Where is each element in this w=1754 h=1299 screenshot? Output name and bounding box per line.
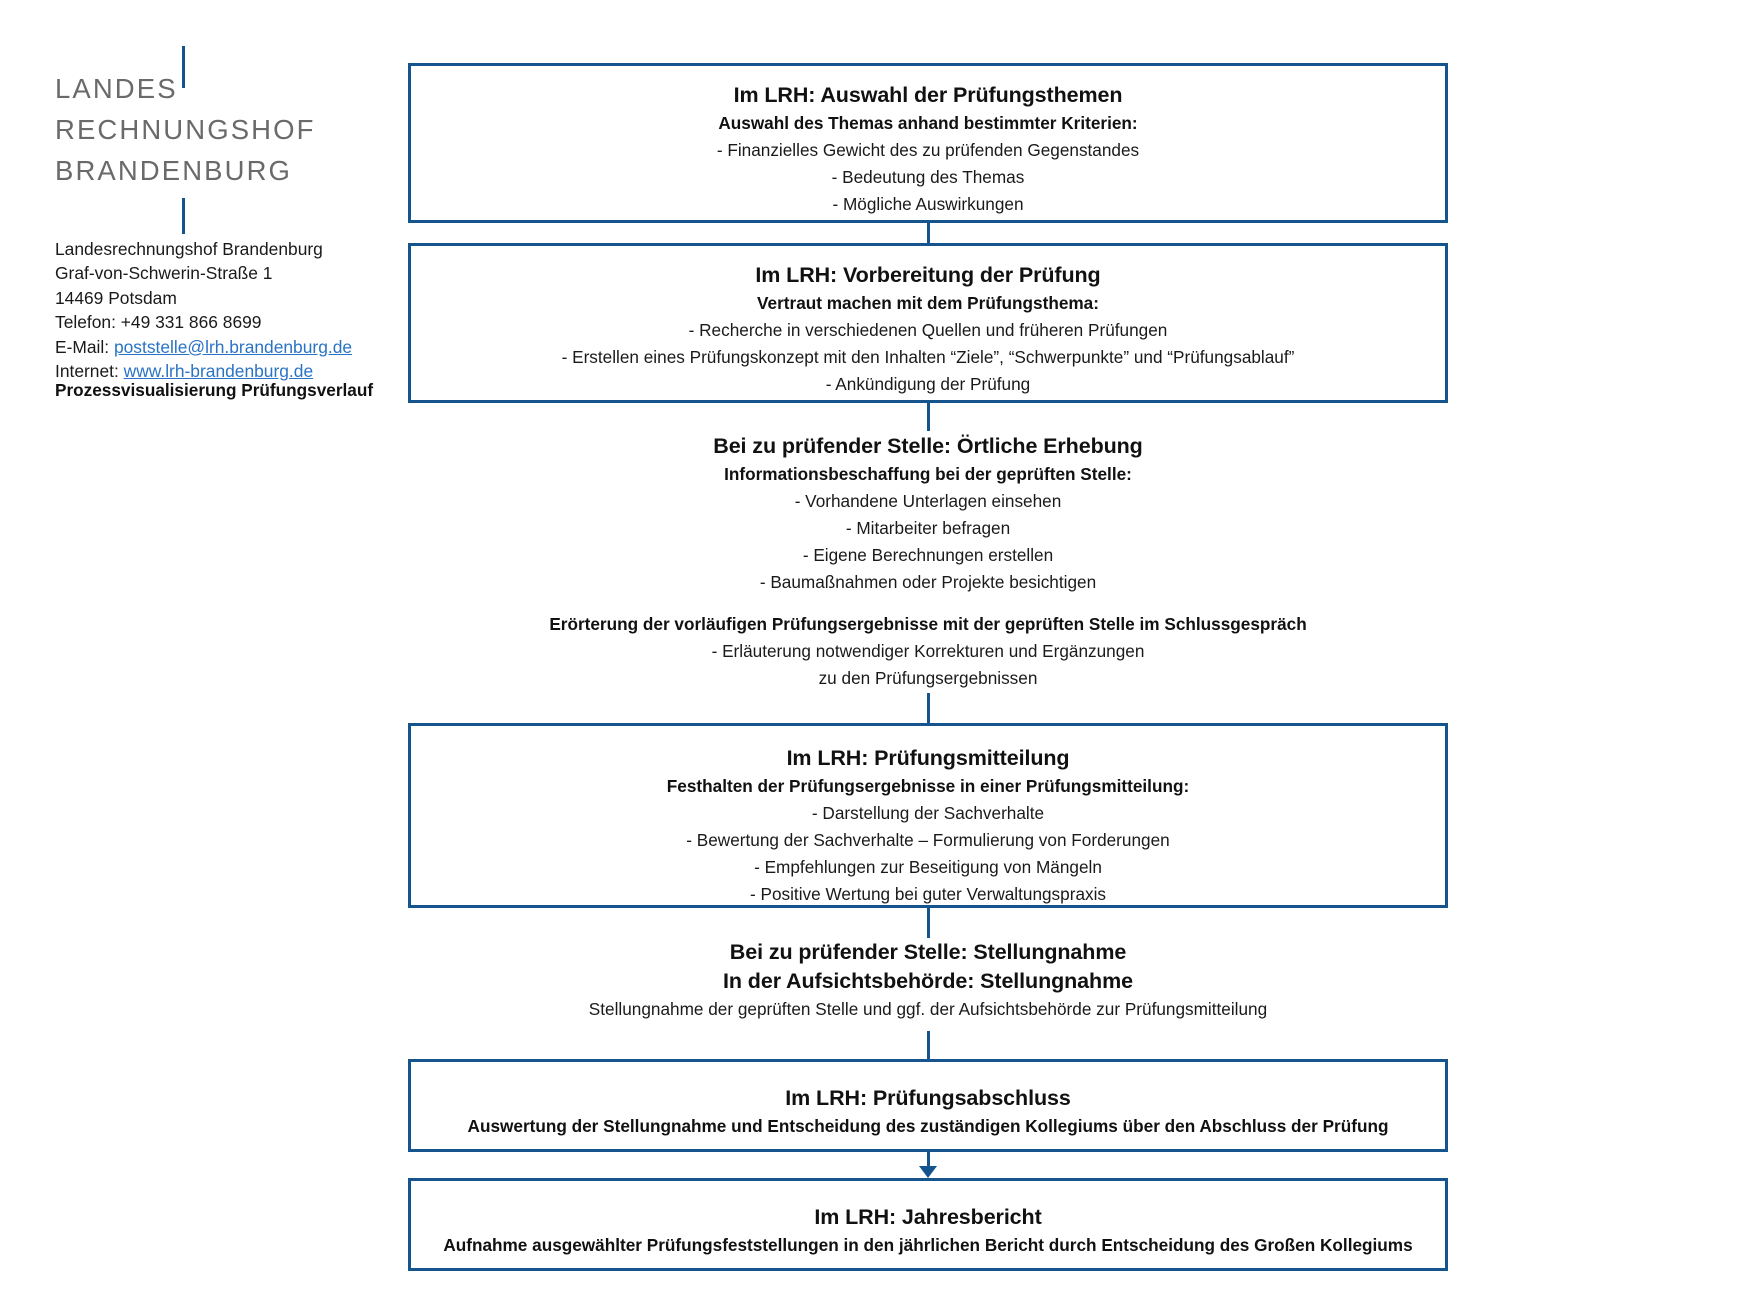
step-title: Im LRH: Prüfungsmitteilung <box>786 746 1070 770</box>
step-item: zu den Prüfungsergebnissen <box>818 668 1038 688</box>
logo-line-1: LANDES <box>55 73 178 104</box>
step-item: - Recherche in verschiedenen Quellen und früheren Prüfungen <box>688 320 1168 340</box>
step-pruefungsmitteilung <box>408 723 1448 908</box>
step-item: - Bedeutung des Themas <box>831 167 1025 187</box>
contact-phone: Telefon: +49 331 866 8699 <box>55 312 262 333</box>
step-subtitle: Auswertung der Stellungnahme und Entscheidung des zuständigen Kollegiums über den Abschluss der Prüfung <box>467 1116 1389 1136</box>
step-title-secondary: In der Aufsichtsbehörde: Stellungnahme <box>723 969 1133 993</box>
step-oertliche-erhebung <box>408 432 1448 592</box>
step-item: - Darstellung der Sachverhalte <box>811 803 1045 823</box>
step-title: Im LRH: Prüfungsabschluss <box>785 1086 1071 1110</box>
step-item: Stellungnahme der geprüften Stelle und ggf. der Aufsichtsbehörde zur Prüfungsmitteilung <box>588 999 1268 1019</box>
contact-block <box>55 237 395 383</box>
step-item: - Ankündigung der Prüfung <box>825 374 1031 394</box>
step-item: - Baumaßnahmen oder Projekte besichtigen <box>759 572 1097 592</box>
step-subtitle: Aufnahme ausgewählter Prüfungsfeststellungen in den jährlichen Bericht durch Entscheidung des Großen Kollegiums <box>443 1235 1413 1255</box>
step-subtitle: Informationsbeschaffung bei der geprüften Stelle: <box>724 464 1132 484</box>
connector-mitteilung-to-stellungnahme <box>927 908 930 938</box>
contact-city: 14469 Potsdam <box>55 287 177 308</box>
step-stellungnahme <box>408 938 1448 1033</box>
step-subtitle: Vertraut machen mit dem Prüfungsthema: <box>757 293 1099 313</box>
step-subtitle: Auswahl des Themas anhand bestimmter Kriterien: <box>718 113 1138 133</box>
connector-vorbereitung-to-erhebung <box>927 403 930 431</box>
connector-auswahl-to-vorbereitung <box>927 222 930 244</box>
step-vorbereitung-pruefung <box>408 243 1448 403</box>
step-subtitle: Festhalten der Prüfungsergebnisse in einer Prüfungsmitteilung: <box>666 776 1190 796</box>
step-auswahl-pruefungsthemen <box>408 63 1448 223</box>
logo-line-2: RECHNUNGSHOF <box>55 114 316 145</box>
contact-email-label: E-Mail: <box>55 336 114 357</box>
step-title: Im LRH: Auswahl der Prüfungsthemen <box>733 83 1123 107</box>
step-title: Im LRH: Jahresbericht <box>814 1205 1042 1229</box>
step-item: - Mögliche Auswirkungen <box>832 194 1024 214</box>
step-item: - Finanzielles Gewicht des zu prüfenden Gegenstandes <box>716 140 1140 160</box>
contact-email-row <box>55 335 395 359</box>
sidebar <box>55 0 385 1299</box>
contact-email-link[interactable]: poststelle@lrh.brandenburg.de <box>113 336 353 357</box>
step-item: - Positive Wertung bei guter Verwaltungspraxis <box>749 884 1107 904</box>
step-title: Im LRH: Vorbereitung der Prüfung <box>755 263 1101 287</box>
contact-website-link[interactable]: www.lrh-brandenburg.de <box>123 361 314 382</box>
step-title: Bei zu prüfender Stelle: Örtliche Erhebung <box>713 434 1143 458</box>
contact-org-name: Landesrechnungshof Brandenburg <box>55 239 323 259</box>
step-item: - Vorhandene Unterlagen einsehen <box>794 491 1062 511</box>
step-item: - Empfehlungen zur Beseitigung von Mängeln <box>754 857 1102 877</box>
logo-accent-line-bottom <box>182 198 185 234</box>
step-item: - Erläuterung notwendiger Korrekturen und Ergänzungen <box>711 641 1145 661</box>
organization-logo <box>55 68 385 191</box>
step-jahresbericht <box>408 1178 1448 1271</box>
step-item: - Eigene Berechnungen erstellen <box>802 545 1054 565</box>
contact-internet-label: Internet: <box>55 361 124 382</box>
logo-line-3: BRANDENBURG <box>55 155 293 186</box>
step-schlussgespraech <box>408 611 1448 701</box>
logo-accent-line-top <box>182 46 185 88</box>
step-subtitle: Erörterung der vorläufigen Prüfungsergebnisse mit der geprüften Stelle im Schlussgespräch <box>549 614 1307 634</box>
step-pruefungsabschluss <box>408 1059 1448 1152</box>
step-title: Bei zu prüfender Stelle: Stellungnahme <box>729 940 1127 964</box>
arrow-down-icon <box>919 1166 937 1178</box>
step-item: - Bewertung der Sachverhalte – Formulierung von Forderungen <box>686 830 1170 850</box>
connector-stellungnahme-to-abschluss <box>927 1031 930 1059</box>
contact-street: Graf-von-Schwerin-Straße 1 <box>55 263 273 284</box>
diagram-caption: Prozessvisualisierung Prüfungsverlauf <box>55 380 374 400</box>
step-item: - Mitarbeiter befragen <box>845 518 1011 538</box>
step-item: - Erstellen eines Prüfungskonzept mit den Inhalten “Ziele”, “Schwerpunkte” und “Prüfungsablauf” <box>561 347 1295 367</box>
